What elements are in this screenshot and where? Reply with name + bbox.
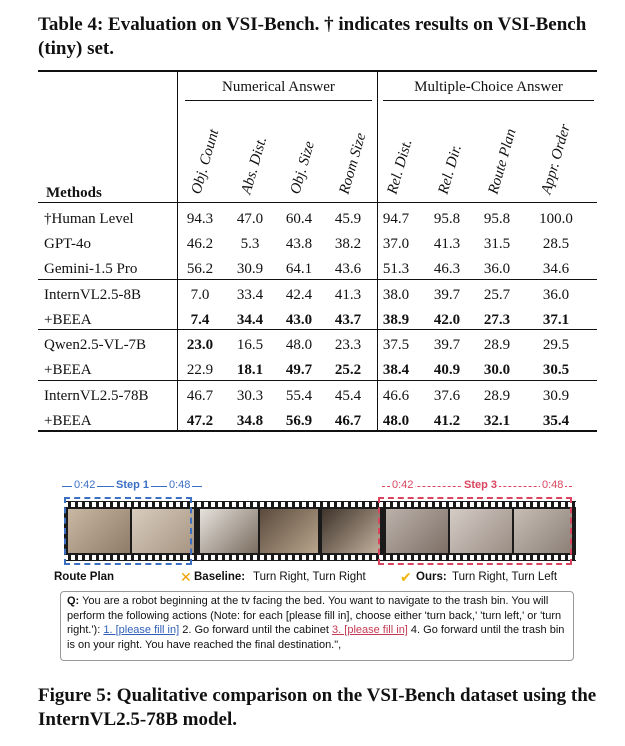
table-cell: 43.8 bbox=[285, 236, 313, 252]
table-cell: 34.8 bbox=[236, 413, 264, 429]
table-cell: 37.5 bbox=[382, 337, 410, 353]
table-cell: 31.5 bbox=[483, 236, 511, 252]
table-cell: 42.4 bbox=[285, 287, 313, 303]
step1-label: Step 1 bbox=[116, 479, 150, 491]
table-cell: 48.0 bbox=[285, 337, 313, 353]
column-header: Appr. Order bbox=[538, 122, 574, 196]
table-cell: 56.9 bbox=[285, 413, 313, 429]
table-cell: 30.3 bbox=[236, 388, 264, 404]
table-cell: 37.1 bbox=[542, 312, 570, 328]
table-cell: 30.0 bbox=[483, 362, 511, 378]
method-name: †Human Level bbox=[44, 211, 134, 227]
fill-step-1: 1. [please fill in] bbox=[103, 624, 180, 636]
fill-step-3: 3. [please fill in] bbox=[332, 624, 408, 636]
table-cell: 28.9 bbox=[483, 337, 511, 353]
table-cell: 42.0 bbox=[433, 312, 461, 328]
column-header: Room Size bbox=[336, 131, 370, 196]
table-rule bbox=[38, 329, 597, 330]
question-text-b: 2. Go forward until the cabinet bbox=[179, 624, 333, 636]
video-frame bbox=[260, 509, 318, 553]
method-name: +BEEA bbox=[44, 362, 92, 378]
table-cell: 37.6 bbox=[433, 388, 461, 404]
method-name: Gemini-1.5 Pro bbox=[44, 261, 138, 277]
group-rule bbox=[185, 100, 372, 101]
results-table bbox=[38, 70, 597, 432]
table-cell: 38.0 bbox=[382, 287, 410, 303]
baseline-label: Baseline: bbox=[194, 571, 246, 583]
table-cell: 18.1 bbox=[236, 362, 264, 378]
table-cell: 38.4 bbox=[382, 362, 410, 378]
video-frame bbox=[322, 509, 380, 553]
table-cell: 36.0 bbox=[483, 261, 511, 277]
group-rule bbox=[383, 100, 594, 101]
video-frame bbox=[200, 509, 258, 553]
step3-label: Step 3 bbox=[464, 479, 498, 491]
table-cell: 49.7 bbox=[285, 362, 313, 378]
table-cell: 23.3 bbox=[334, 337, 362, 353]
table-cell: 35.4 bbox=[542, 413, 570, 429]
table-cell: 27.3 bbox=[483, 312, 511, 328]
table-cell: 45.4 bbox=[334, 388, 362, 404]
table-rule bbox=[38, 70, 597, 72]
table-cell: 16.5 bbox=[236, 337, 264, 353]
table-cell: 22.9 bbox=[186, 362, 214, 378]
table-cell: 5.3 bbox=[240, 236, 260, 252]
figure-caption: Figure 5: Qualitative comparison on the VSI-Bench dataset using the InternVL2.5-78B model. bbox=[38, 685, 597, 730]
table-cell: 32.1 bbox=[483, 413, 511, 429]
table-cell: 30.5 bbox=[542, 362, 570, 378]
table-cell: 30.9 bbox=[542, 388, 570, 404]
table-cell: 56.2 bbox=[186, 261, 214, 277]
table-cell: 47.0 bbox=[236, 211, 264, 227]
table-cell: 46.2 bbox=[186, 236, 214, 252]
table-cell: 46.7 bbox=[186, 388, 214, 404]
baseline-answer: Turn Right, Turn Right bbox=[253, 571, 366, 583]
table-cell: 95.8 bbox=[433, 211, 461, 227]
table-cell: 7.4 bbox=[190, 312, 210, 328]
table-cell: 41.2 bbox=[433, 413, 461, 429]
table-cell: 23.0 bbox=[186, 337, 214, 353]
table-cell: 7.0 bbox=[190, 287, 210, 303]
table-cell: 41.3 bbox=[334, 287, 362, 303]
question-box bbox=[60, 591, 574, 661]
step3-start: 0:42 bbox=[392, 479, 414, 491]
table-cell: 30.9 bbox=[236, 261, 264, 277]
method-name: Qwen2.5-VL-7B bbox=[44, 337, 147, 353]
multiple-choice-header: Multiple-Choice Answer bbox=[414, 79, 563, 95]
table-cell: 43.6 bbox=[334, 261, 362, 277]
table-rule bbox=[38, 202, 597, 203]
table-cell: 45.9 bbox=[334, 211, 362, 227]
numerical-answer-header: Numerical Answer bbox=[222, 79, 335, 95]
step3-end: 0:48 bbox=[542, 479, 564, 491]
step3-timeline bbox=[382, 481, 572, 493]
answer-row bbox=[54, 569, 574, 587]
table-cell: 48.0 bbox=[382, 413, 410, 429]
ours-label: Ours: bbox=[416, 571, 447, 583]
table-cell: 39.7 bbox=[433, 287, 461, 303]
method-name: +BEEA bbox=[44, 312, 92, 328]
table-cell: 94.7 bbox=[382, 211, 410, 227]
table-cell: 46.7 bbox=[334, 413, 362, 429]
table-cell: 41.3 bbox=[433, 236, 461, 252]
table-cell: 60.4 bbox=[285, 211, 313, 227]
step1-timeline bbox=[62, 481, 202, 493]
table-cell: 25.7 bbox=[483, 287, 511, 303]
column-header: Obj. Size bbox=[287, 139, 318, 196]
table-cell: 37.0 bbox=[382, 236, 410, 252]
method-name: GPT-4o bbox=[44, 236, 91, 252]
table-cell: 33.4 bbox=[236, 287, 264, 303]
table-cell: 38.2 bbox=[334, 236, 362, 252]
table-rule bbox=[38, 430, 597, 432]
question-text-a: You are a robot beginning at the tv facing the bed. You want to navigate to the trash bin. You will perform the following actions (Note: for each [please fill in], choose either 'turn back,' 'turn left,' or 'turn right.'): bbox=[67, 595, 562, 636]
table-cell: 29.5 bbox=[542, 337, 570, 353]
column-header: Abs. Dist. bbox=[238, 135, 271, 196]
cross-icon: ✕ bbox=[180, 569, 192, 585]
question-prefix: Q: bbox=[67, 595, 80, 607]
table-cell: 46.3 bbox=[433, 261, 461, 277]
route-plan-label: Route Plan bbox=[54, 571, 115, 583]
table-cell: 64.1 bbox=[285, 261, 313, 277]
table-cell: 100.0 bbox=[539, 211, 573, 227]
methods-header: Methods bbox=[46, 185, 102, 201]
step1-highlight bbox=[64, 497, 192, 565]
check-icon: ✔ bbox=[400, 569, 412, 585]
column-header: Route Plan bbox=[485, 127, 520, 196]
table-cell: 40.9 bbox=[433, 362, 461, 378]
table-cell: 38.9 bbox=[382, 312, 410, 328]
column-header: Obj. Count bbox=[188, 127, 223, 196]
table-cell: 39.7 bbox=[433, 337, 461, 353]
table-rule bbox=[38, 380, 597, 381]
question-text-c: 4. Go forward until the trash bin is on your right. You have reached the final destination.", bbox=[67, 624, 565, 651]
table-cell: 46.6 bbox=[382, 388, 410, 404]
method-name: InternVL2.5-8B bbox=[44, 287, 142, 303]
table-cell: 28.5 bbox=[542, 236, 570, 252]
table-cell: 43.0 bbox=[285, 312, 313, 328]
table-cell: 34.4 bbox=[236, 312, 264, 328]
column-header: Rel. Dist. bbox=[384, 137, 416, 196]
step1-start: 0:42 bbox=[74, 479, 96, 491]
table-cell: 94.3 bbox=[186, 211, 214, 227]
step1-end: 0:48 bbox=[169, 479, 191, 491]
table-rule bbox=[38, 279, 597, 280]
table-cell: 95.8 bbox=[483, 211, 511, 227]
table-cell: 28.9 bbox=[483, 388, 511, 404]
table-cell: 55.4 bbox=[285, 388, 313, 404]
ours-answer: Turn Right, Turn Left bbox=[452, 571, 558, 583]
table-cell: 47.2 bbox=[186, 413, 214, 429]
column-header: Rel. Dir. bbox=[435, 143, 465, 196]
table-cell: 51.3 bbox=[382, 261, 410, 277]
table-cell: 36.0 bbox=[542, 287, 570, 303]
table-cell: 34.6 bbox=[542, 261, 570, 277]
method-name: +BEEA bbox=[44, 413, 92, 429]
table-cell: 25.2 bbox=[334, 362, 362, 378]
table-cell: 43.7 bbox=[334, 312, 362, 328]
step3-highlight bbox=[378, 497, 572, 565]
method-name: InternVL2.5-78B bbox=[44, 388, 149, 404]
figure-panel bbox=[52, 473, 580, 666]
table-caption: Table 4: Evaluation on VSI-Bench. † indicates results on VSI-Bench (tiny) set. bbox=[38, 14, 587, 59]
